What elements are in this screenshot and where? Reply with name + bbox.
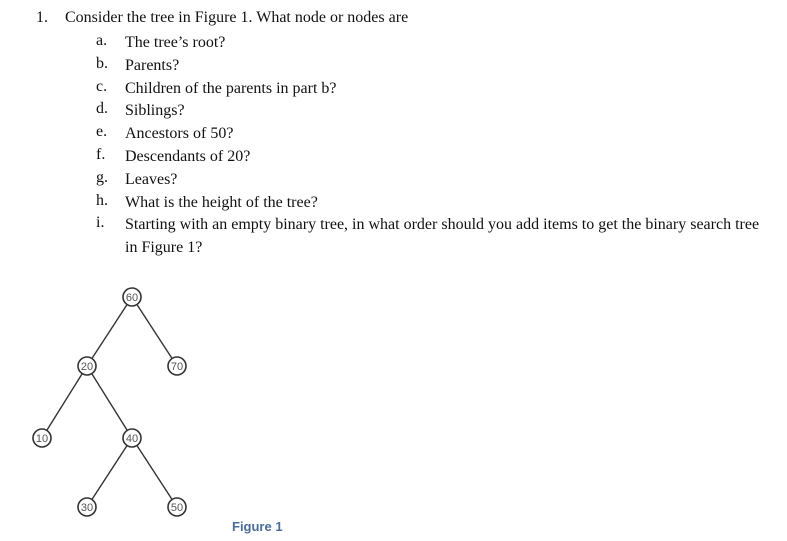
tree-edge-20-40 (92, 374, 127, 431)
question-text: Consider the tree in Figure 1. What node or nodes are (65, 9, 409, 26)
tree-node-20 (78, 357, 96, 375)
sub-question-text: What is the height of the tree? (125, 193, 318, 211)
tree-node-70 (168, 357, 186, 375)
sub-question-text: Descendants of 20? (125, 147, 251, 165)
question-number: 1. (36, 9, 48, 26)
tree-node-30 (78, 498, 96, 516)
tree-node-50 (168, 498, 186, 516)
tree-node-label: 10 (35, 433, 49, 445)
tree-node-label: 20 (80, 361, 94, 373)
tree-node-60 (123, 288, 141, 306)
tree-edge-60-20 (92, 305, 127, 359)
sub-question-letter: f. (96, 145, 106, 163)
figure-caption: Figure 1 (232, 519, 283, 534)
tree-edges (47, 305, 172, 500)
sub-question-letter: c. (96, 77, 108, 95)
tree-node-40 (123, 429, 141, 447)
binary-tree-diagram (0, 280, 260, 520)
tree-node-label: 40 (125, 433, 139, 445)
sub-question-text: Parents? (125, 56, 180, 74)
sub-question-text: The tree’s root? (125, 34, 226, 51)
tree-node-label: 30 (80, 502, 94, 514)
sub-question-letter: h. (96, 191, 108, 209)
tree-edge-60-70 (137, 305, 172, 359)
tree-node-label: 70 (170, 361, 184, 373)
sub-question-text: Starting with an empty binary tree, in what order should you add items to get the binary search tree in Figure 1? (125, 216, 760, 257)
tree-edge-40-30 (92, 446, 127, 500)
question-1 (36, 8, 408, 28)
sub-question-letter: e. (96, 123, 108, 141)
tree-node-label: 50 (170, 502, 184, 514)
tree-edge-20-10 (47, 374, 82, 431)
sub-question-letter: b. (96, 54, 108, 72)
sub-question-letter: d. (96, 100, 108, 118)
sub-question-text: Leaves? (125, 170, 178, 188)
sub-question-text: Ancestors of 50? (125, 125, 234, 143)
sub-question-text: Siblings? (125, 102, 185, 120)
sub-question-letter: g. (96, 168, 108, 186)
tree-node-10 (33, 429, 51, 447)
sub-question-text: Children of the parents in part b? (125, 79, 337, 97)
tree-edge-40-50 (137, 446, 172, 500)
sub-question-letter: a. (96, 32, 108, 49)
sub-question-letter: i. (96, 214, 105, 232)
tree-node-label: 60 (125, 292, 139, 304)
